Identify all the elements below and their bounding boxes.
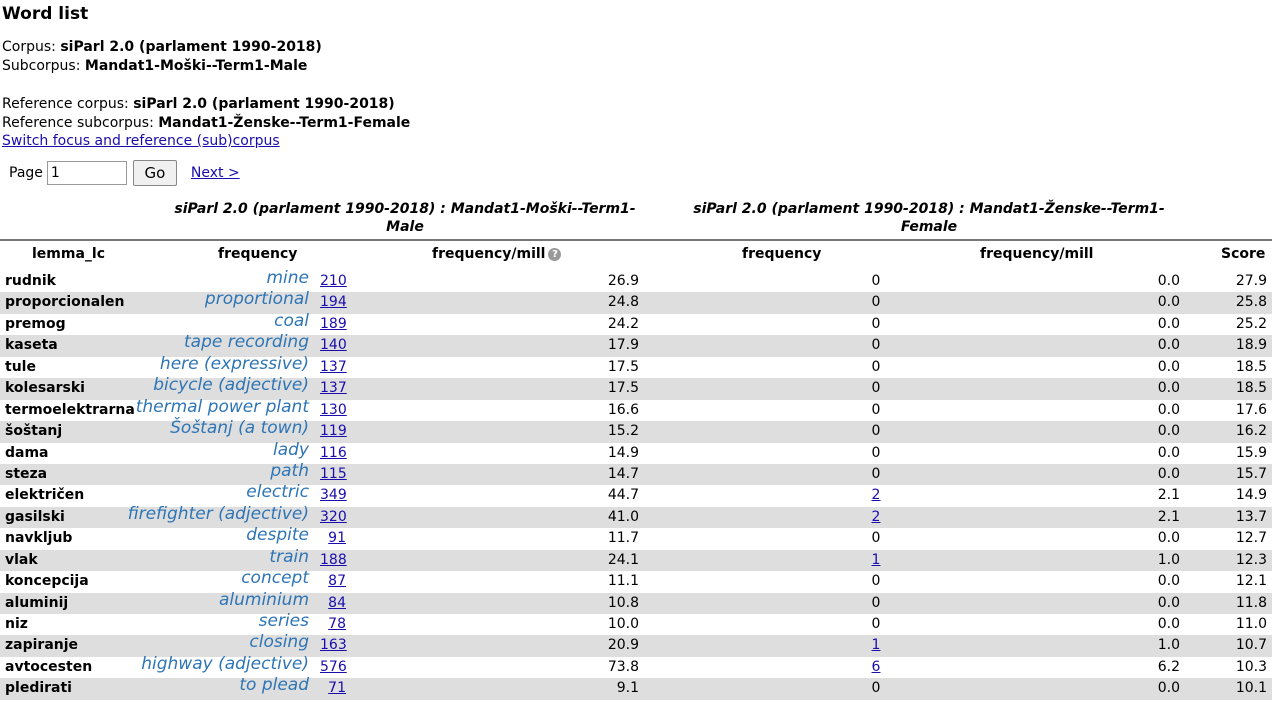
score-cell: 16.2 [1235,423,1267,440]
ref-frequency-cell: 0 [871,358,881,375]
ref-frequency-per-million-cell: 0.0 [1157,423,1180,440]
frequency-link[interactable]: 130 [320,401,347,418]
frequency-per-million-cell: 10.0 [607,616,639,632]
ref-frequency-per-million-cell: 6.2 [1157,658,1180,675]
translation-annotation: closing [249,632,309,653]
ref-frequency-per-million-cell: 0.0 [1157,380,1180,397]
lemma-cell: steza [5,465,48,482]
page-number-input[interactable] [47,161,127,185]
lemma-cell: aluminij [5,594,69,611]
score-cell: 25.8 [1235,294,1267,311]
frequency-per-million-cell: 14.9 [607,444,639,461]
table-row [0,589,1272,614]
table-row [0,546,1272,571]
ref-frequency-per-million-cell: 0.0 [1157,530,1180,547]
frequency-link[interactable]: 140 [320,337,347,354]
table-row [0,268,1272,292]
ref-frequency-per-million-cell: 0.0 [1157,315,1180,332]
subcorpus-line [2,57,307,76]
table-row [0,611,1272,635]
table-row [0,439,1272,464]
score-cell: 12.1 [1235,573,1267,590]
frequency-per-million-cell: 16.6 [607,401,639,418]
page-title: Word list [2,4,89,24]
table-row [0,675,1272,699]
frequency-per-million-cell: 73.8 [607,658,639,675]
word-list-table [0,268,1272,700]
table-row [0,653,1272,678]
frequency-per-million-cell: 14.7 [607,465,639,482]
ref-subcorpus-line [2,114,410,133]
frequency-link[interactable]: 320 [320,508,347,525]
column-header-score[interactable]: Score [1221,246,1266,262]
focus-subcorpus-heading-line2: Male [386,219,424,235]
ref-frequency-cell: 0 [871,594,881,611]
frequency-link[interactable]: 163 [320,637,347,654]
frequency-per-million-cell: 26.9 [607,273,639,289]
frequency-link[interactable]: 189 [320,315,347,332]
table-row [0,503,1272,528]
ref-subcorpus-heading [690,200,1168,236]
frequency-per-million-cell: 41.0 [607,508,639,525]
table-row [0,460,1272,485]
ref-frequency-link[interactable]: 6 [871,658,881,675]
translation-annotation: proportional [204,289,309,310]
ref-frequency-per-million-cell: 0.0 [1157,594,1180,611]
score-cell: 10.1 [1235,680,1267,697]
frequency-per-million-cell: 24.8 [607,294,639,311]
frequency-per-million-cell: 24.2 [607,315,639,332]
ref-frequency-cell: 0 [871,273,881,289]
ref-frequency-cell: 0 [871,337,881,354]
translation-annotation: series [258,611,309,631]
lemma-cell: dama [5,444,49,461]
ref-frequency-cell: 0 [871,423,881,440]
score-cell: 11.8 [1235,594,1267,611]
focus-subcorpus-heading [170,200,640,236]
switch-corpus-link[interactable]: Switch focus and reference (sub)corpus [2,133,280,149]
lemma-cell: zapiranje [5,637,79,654]
subcorpus-label: Subcorpus: [2,58,81,74]
ref-frequency-cell: 0 [871,616,881,632]
column-header-ref-frequency[interactable]: frequency [742,246,822,262]
focus-subcorpus-heading-line1: siParl 2.0 (parlament 1990-2018) : Mandat1-Moški--Term1- [174,201,636,217]
score-cell: 12.3 [1235,551,1267,568]
lemma-cell: proporcionalen [5,294,125,311]
frequency-link[interactable]: 115 [320,465,347,482]
frequency-per-million-cell: 10.8 [607,594,639,611]
ref-frequency-cell: 0 [871,573,881,590]
ref-frequency-cell: 0 [871,465,881,482]
frequency-per-million-cell: 44.7 [607,487,639,504]
translation-annotation: thermal power plant [135,396,309,417]
table-row [0,568,1272,592]
column-header-fpm-label: frequency/mill [432,246,546,262]
ref-frequency-cell: 0 [871,401,881,418]
translation-annotation: despite [246,525,309,546]
translation-annotation: tape recording [183,332,309,353]
frequency-link[interactable]: 576 [320,658,347,675]
score-cell: 15.7 [1235,465,1267,482]
corpus-value: siParl 2.0 (parlament 1990-2018) [60,39,322,55]
translation-annotation: electric [246,482,309,503]
ref-frequency-cell: 0 [871,444,881,461]
ref-frequency-per-million-cell: 0.0 [1157,444,1180,461]
ref-frequency-link[interactable]: 2 [871,508,881,525]
ref-frequency-link[interactable]: 1 [871,637,881,654]
lemma-cell: šoštanj [5,423,63,440]
ref-frequency-per-million-cell: 0.0 [1157,294,1180,311]
go-button[interactable]: Go [133,160,177,186]
frequency-link[interactable]: 188 [320,551,347,568]
frequency-per-million-cell: 11.7 [607,530,639,547]
column-header-lemma[interactable]: lemma_lc [32,246,106,262]
ref-subcorpus-label: Reference subcorpus: [2,115,154,131]
corpus-label: Corpus: [2,39,56,55]
lemma-cell: avtocesten [5,658,93,675]
lemma-cell: tule [5,358,36,375]
lemma-cell: koncepcija [5,573,89,590]
translation-annotation: lady [273,439,309,460]
score-cell: 15.9 [1235,444,1267,461]
ref-frequency-cell: 0 [871,315,881,332]
score-cell: 18.5 [1235,380,1267,397]
ref-frequency-per-million-cell: 0.0 [1157,616,1180,632]
table-row [0,525,1272,549]
frequency-per-million-cell: 17.5 [607,358,639,375]
ref-frequency-per-million-cell: 0.0 [1157,680,1180,697]
frequency-link[interactable]: 137 [320,380,347,397]
lemma-cell: navkljub [5,530,73,547]
frequency-link[interactable]: 91 [328,530,346,547]
score-cell: 10.3 [1235,658,1267,675]
translation-annotation: here (expressive) [159,353,309,374]
frequency-link[interactable]: 194 [320,294,347,311]
ref-frequency-cell: 0 [871,530,881,547]
lemma-cell: premog [5,315,66,332]
ref-corpus-line [2,95,395,114]
lemma-cell: termoelektrarna [5,401,135,418]
frequency-per-million-cell: 9.1 [616,680,639,697]
column-header-ref-fpm[interactable]: frequency/mill [980,246,1094,262]
translation-annotation: to plead [239,675,309,696]
lemma-cell: kaseta [5,337,58,354]
score-cell: 13.7 [1235,508,1267,525]
lemma-cell: niz [5,616,28,632]
ref-frequency-link[interactable]: 2 [871,487,881,504]
lemma-cell: pledirati [5,680,72,697]
ref-frequency-per-million-cell: 2.1 [1157,508,1180,525]
ref-frequency-cell: 0 [871,680,881,697]
frequency-link[interactable]: 87 [328,573,346,590]
pager [9,160,240,186]
header-divider [0,239,1272,241]
ref-frequency-per-million-cell: 0.0 [1157,465,1180,482]
page-label: Page [9,165,43,181]
table-row [0,289,1272,313]
frequency-per-million-cell: 17.9 [607,337,639,354]
translation-annotation: aluminium [218,589,309,610]
frequency-per-million-cell: 24.1 [607,551,639,568]
ref-frequency-link[interactable]: 1 [871,551,881,568]
frequency-link[interactable]: 84 [328,594,346,611]
translation-annotation: bicycle (adjective) [153,375,309,396]
frequency-per-million-cell: 17.5 [607,380,639,397]
frequency-link[interactable]: 78 [328,616,346,632]
score-cell: 18.5 [1235,358,1267,375]
ref-frequency-per-million-cell: 1.0 [1157,551,1180,568]
translation-annotation: coal [274,310,309,331]
column-header-fpm[interactable] [432,246,561,262]
ref-frequency-per-million-cell: 0.0 [1157,573,1180,590]
score-cell: 18.9 [1235,337,1267,354]
frequency-link[interactable]: 116 [320,444,347,461]
translation-annotation: path [270,460,309,481]
ref-corpus-label: Reference corpus: [2,96,129,112]
ref-frequency-per-million-cell: 1.0 [1157,637,1180,654]
lemma-cell: rudnik [5,273,56,289]
score-cell: 27.9 [1235,273,1267,289]
lemma-cell: gasilski [5,508,65,525]
frequency-link[interactable]: 210 [320,273,347,289]
ref-frequency-per-million-cell: 0.0 [1157,337,1180,354]
subcorpus-value: Mandat1-Moški--Term1-Male [84,58,308,74]
table-row [0,418,1272,442]
corpus-line [2,38,322,57]
ref-frequency-per-million-cell: 0.0 [1157,401,1180,418]
ref-frequency-per-million-cell: 0.0 [1157,273,1180,289]
ref-frequency-cell: 0 [871,294,881,311]
ref-subcorpus-value: Mandat1-Ženske--Term1-Female [158,115,411,131]
frequency-per-million-cell: 11.1 [607,573,639,590]
question-circle-icon[interactable]: ? [548,248,561,261]
frequency-link[interactable]: 119 [320,423,347,440]
frequency-link[interactable]: 71 [328,680,346,697]
score-cell: 17.6 [1235,401,1267,418]
ref-frequency-cell: 0 [871,380,881,397]
ref-corpus-value: siParl 2.0 (parlament 1990-2018) [133,96,395,112]
ref-subcorpus-heading-line2: Female [900,219,958,235]
ref-frequency-per-million-cell: 2.1 [1157,487,1180,504]
translation-annotation: Šoštanj (a town) [170,418,309,439]
score-cell: 14.9 [1235,487,1267,504]
translation-annotation: train [269,546,309,567]
ref-subcorpus-heading-line1: siParl 2.0 (parlament 1990-2018) : Mandat1-Ženske--Term1- [693,201,1165,217]
score-cell: 25.2 [1235,315,1267,332]
column-header-frequency[interactable]: frequency [218,246,298,262]
score-cell: 10.7 [1235,637,1267,654]
frequency-per-million-cell: 20.9 [607,637,639,654]
frequency-per-million-cell: 15.2 [607,423,639,440]
lemma-cell: kolesarski [5,380,85,397]
ref-frequency-per-million-cell: 0.0 [1157,358,1180,375]
translation-annotation: concept [241,568,309,589]
frequency-link[interactable]: 349 [320,487,347,504]
next-page-link[interactable]: Next > [190,165,240,181]
lemma-cell: vlak [5,551,38,568]
score-cell: 12.7 [1235,530,1267,547]
frequency-link[interactable]: 137 [320,358,347,375]
translation-annotation: firefighter (adjective) [127,503,309,524]
lemma-cell: električen [5,487,85,504]
translation-annotation: mine [266,268,309,288]
translation-annotation: highway (adjective) [141,653,309,674]
score-cell: 11.0 [1235,616,1267,632]
